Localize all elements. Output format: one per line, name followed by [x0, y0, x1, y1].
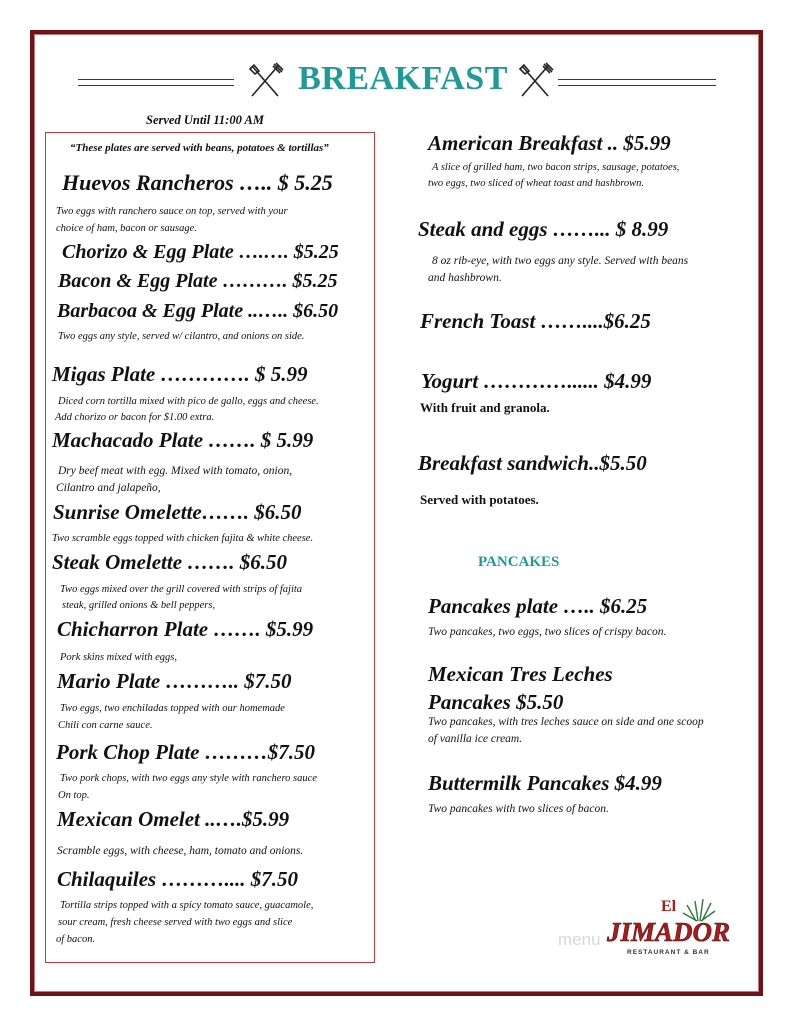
menu-item-name: Migas Plate …………. $ 5.99: [52, 362, 308, 386]
menu-item-name: Chilaquiles ……….... $7.50: [57, 867, 298, 891]
menu-item-desc: sour cream, fresh cheese served with two eggs and slice: [58, 917, 293, 928]
menu-item-name: Pancakes plate ….. $6.25: [428, 594, 648, 618]
el-jimador-logo: [603, 893, 743, 958]
logo-jimador: JIMADOR: [607, 917, 731, 947]
menu-item-desc: A slice of grilled ham, two bacon strips, sausage, potatoes,: [432, 162, 680, 173]
title-rule-left: [78, 79, 234, 86]
menu-item-desc: Two pancakes, with tres leches sauce on side and one scoop: [428, 716, 704, 728]
menu-item-name: Sunrise Omelette……. $6.50: [53, 500, 302, 524]
menu-item-name: Mexican Tres Leches: [428, 662, 613, 686]
menu-item-desc: Add chorizo or bacon for $1.00 extra.: [55, 412, 215, 423]
menu-item-name: American Breakfast .. $5.99: [428, 131, 671, 155]
menu-item-name: Mario Plate ……….. $7.50: [57, 669, 292, 693]
menu-item-name: Steak Omelette ……. $6.50: [52, 550, 288, 574]
pancakes-heading: PANCAKES: [478, 554, 560, 570]
menu-item-desc: Cilantro and jalapeño,: [56, 482, 161, 494]
menu-item-desc: Two pancakes with two slices of bacon.: [428, 803, 609, 815]
menu-item-name: Buttermilk Pancakes $4.99: [428, 771, 662, 795]
menu-item-desc: Chili con carne sauce.: [58, 720, 153, 731]
menu-item-desc: steak, grilled onions & bell peppers,: [62, 600, 216, 611]
menu-item-desc: Two eggs mixed over the grill covered with strips of fajita: [60, 584, 303, 595]
menu-item-desc: Two eggs, two enchiladas topped with our homemade: [60, 703, 285, 714]
menu-item-desc: On top.: [58, 790, 90, 801]
menu-item-desc: Dry beef meat with egg. Mixed with tomato, onion,: [58, 465, 293, 477]
logo-subtitle: RESTAURANT & BAR: [627, 949, 710, 956]
menu-item-desc: Two eggs with ranchero sauce on top, served with your: [56, 206, 288, 217]
menu-item-desc: Two scramble eggs topped with chicken fajita & white cheese.: [52, 533, 314, 544]
watermark: menu: [558, 930, 601, 949]
menu-item-name: Mexican Omelet ..….$5.99: [57, 807, 290, 831]
fork-knife-icon: [244, 60, 286, 102]
menu-item-desc: of bacon.: [56, 934, 96, 945]
title-rule-right: [558, 79, 716, 86]
menu-item-desc: of vanilla ice cream.: [428, 733, 523, 745]
menu-item-name: Yogurt …………...... $4.99: [421, 369, 652, 393]
menu-item-name: Breakfast sandwich..$5.50: [418, 451, 647, 475]
menu-item-desc: Diced corn tortilla mixed with pico de gallo, eggs and cheese.: [58, 396, 319, 407]
menu-item-name: Pork Chop Plate ………$7.50: [56, 740, 316, 764]
plates-note: “These plates are served with beans, potatoes & tortillas”: [70, 142, 329, 154]
menu-item-name: Chicharron Plate ……. $5.99: [57, 617, 314, 641]
page-title: BREAKFAST: [298, 60, 508, 97]
menu-item-desc: Two pork chops, with two eggs any style with ranchero sauce: [60, 773, 317, 784]
menu-item-name: Barbacoa & Egg Plate ..….. $6.50: [57, 300, 339, 322]
menu-item-desc: and hashbrown.: [428, 272, 502, 284]
served-until-note: Served Until 11:00 AM: [146, 113, 264, 127]
menu-item-name: Bacon & Egg Plate ………. $5.25: [58, 270, 338, 292]
menu-item-desc: 8 oz rib-eye, with two eggs any style. Served with beans: [432, 255, 689, 267]
menu-item-desc: choice of ham, bacon or sausage.: [56, 223, 197, 234]
menu-item-desc: Two eggs any style, served w/ cilantro, and onions on side.: [58, 331, 305, 342]
menu-item-name: Huevos Rancheros ….. $ 5.25: [62, 170, 333, 195]
menu-item-name: Steak and eggs ……... $ 8.99: [418, 217, 669, 241]
menu-item-desc: Tortilla strips topped with a spicy tomato sauce, guacamole,: [60, 900, 314, 911]
menu-item-desc: With fruit and granola.: [420, 400, 550, 415]
menu-item-desc: Pork skins mixed with eggs,: [60, 652, 177, 663]
menu-item-name: Pancakes $5.50: [428, 690, 564, 714]
menu-item-name: Chorizo & Egg Plate ….…. $5.25: [62, 241, 339, 263]
menu-item-desc: two eggs, two sliced of wheat toast and hashbrown.: [428, 178, 645, 189]
menu-item-desc: Scramble eggs, with cheese, ham, tomato and onions.: [57, 845, 304, 857]
logo-el: El: [661, 898, 677, 915]
fork-knife-icon: [514, 60, 556, 102]
menu-item-name: French Toast ……....$6.25: [420, 309, 651, 333]
menu-item-name: Machacado Plate ……. $ 5.99: [52, 428, 314, 452]
menu-item-desc: Two pancakes, two eggs, two slices of crispy bacon.: [428, 626, 667, 638]
menu-item-desc: Served with potatoes.: [420, 492, 539, 507]
